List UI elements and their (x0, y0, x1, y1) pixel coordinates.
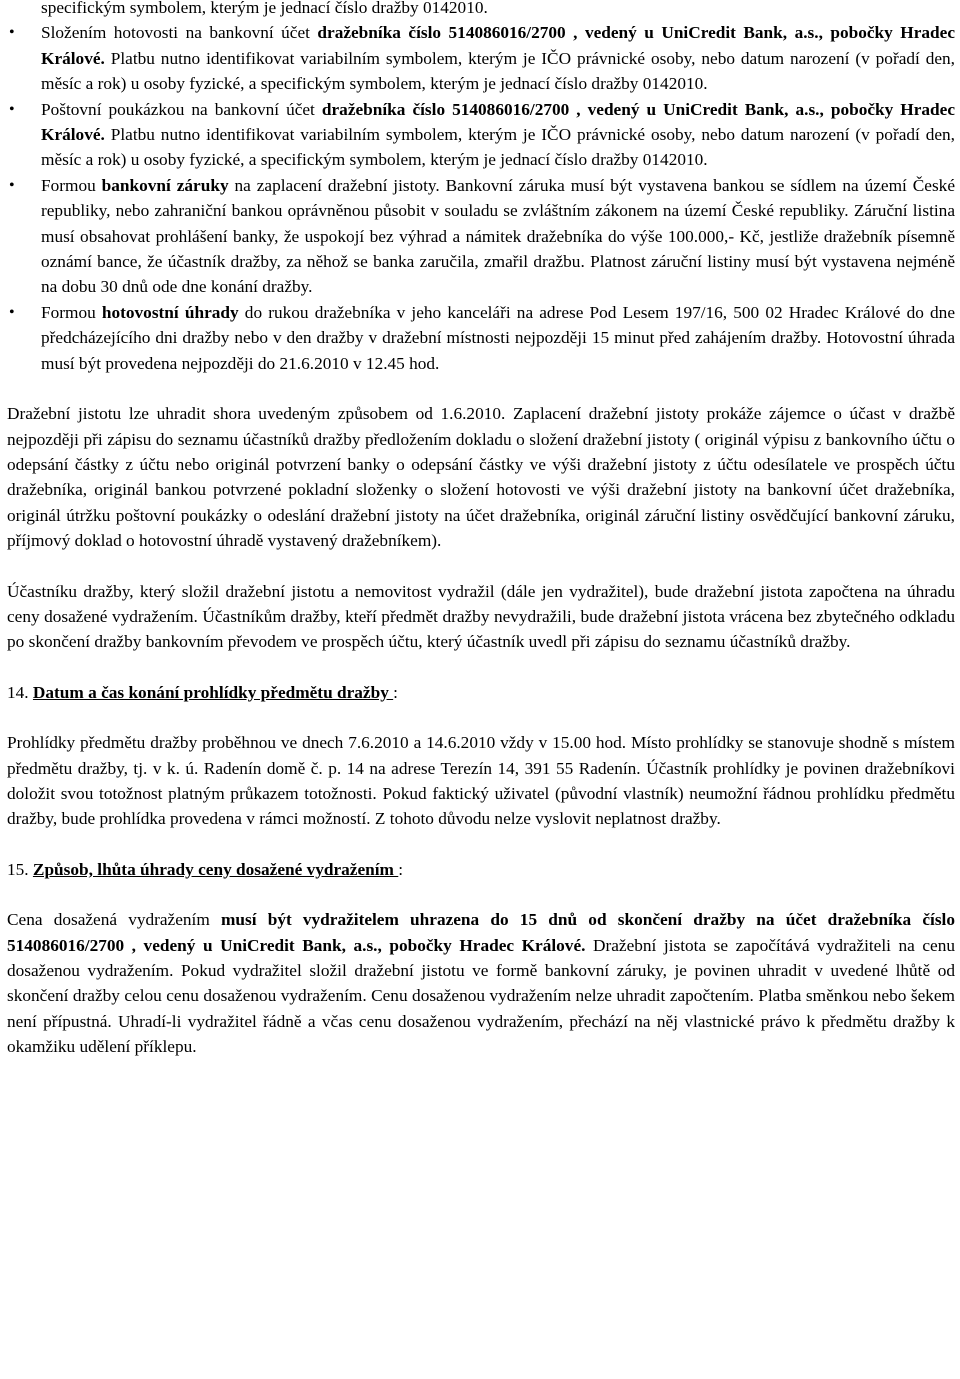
list-item-bold: dražebníka číslo 514086016/2700 , vedený u UniCredit Bank, a.s., pobočky Hradec Králové. (41, 99, 955, 145)
section-title: Způsob, lhůta úhrady ceny dosažené vydražením (32, 859, 399, 879)
list-item-bold: dražebníka číslo 514086016/2700 , vedený u UniCredit Bank, a.s., pobočky Hradec Králové. (41, 23, 955, 68)
list-item (7, 173, 955, 300)
section-number: 15. (7, 859, 33, 879)
payment-methods-list (7, 0, 955, 376)
section-15-rest: Dražební jistota se započítává vydražiteli na cenu dosaženou vydražením. Pokud vydražitel složil dražební jistotu ve formě bankovní záruky, je povinen uhradit v uvedené lhůtě od skončení dražby celou cenu dosaženou vydražením. Cenu dosaženou vydražením nelze uhradit započtením. Platba směnkou nebo šekem není přípustná. Uhradí-li vydražitel řádně a včas cenu dosaženou vydražením, přechází na něj vlastnické právo k předmětu dražby k okamžiku udělení příklepu. (7, 935, 955, 1057)
list-item-bold: bankovní záruky (101, 175, 229, 195)
list-item-lead: Poštovní poukázkou na bankovní účet (41, 99, 322, 119)
section-colon: : (398, 859, 404, 879)
section-number: 14. (7, 682, 33, 702)
bullet-icon: • (9, 176, 15, 194)
list-item-lead: Formou (41, 175, 102, 195)
bullet-icon: • (9, 303, 15, 321)
list-item (7, 97, 955, 173)
list-item-rest: Platbu nutno identifikovat variabilním symbolem, kterým je IČO právnické osoby, nebo datum narození (v pořadí den, měsíc a rok) u osoby fyzické, a specifickým symbolem, kterým je jednací číslo dražby 0142010. (41, 125, 955, 170)
section-title: Datum a čas konání prohlídky předmětu dražby (32, 682, 394, 702)
section-15-heading (7, 857, 955, 882)
section-15-body (7, 907, 955, 1059)
section-15-bold: musí být vydražitelem uhrazena do 15 dnů od skončení dražby na účet dražebníka číslo 514086016/2700 , vedený u UniCredit Bank, a.s., pobočky Hradec Králové. (7, 910, 956, 955)
list-item-lead: Formou (41, 302, 102, 322)
section-14-body: Prohlídky předmětu dražby proběhnou ve dnech 7.6.2010 a 14.6.2010 vždy v 15.00 hod. Místo prohlídky se stanovuje shodně s místem předmětu dražby, tj. v k. ú. Radenín domě č. p. 14 na adrese Terezín 14, 391 55 Radenín. Účastník prohlídky je povinen dražebníkovi doložit svou totožnost platným průkazem totožnosti. Pokud faktický uživatel (původní vlastník) neumožní řádnou prohlídku předmětu dražby, bude prohlídka provedena v rámci možností. Z tohoto důvodu nelze vyslovit neplatnost dražby. (7, 733, 955, 829)
section-colon: : (393, 682, 398, 702)
list-item-rest: na zaplacení dražební jistoty. Bankovní záruka musí být vystavena bankou se sídlem na území České republiky, nebo zahraniční bankou oprávněnou působit v souladu se zvláštním zákonem na území České republiky. Záruční listina musí obsahovat prohlášení banky, že uspokojí bez výhrad a námitek dražebníka do výše 100.000,- Kč, jestliže dražebník písemně oznámí bance, že účastník dražby, za něhož se banka zaručila, zmařil dražbu. Platnost záruční listiny musí být vystavena nejméně na dobu 30 dnů ode dne konání dražby. (41, 175, 955, 297)
paragraph-jistota: Dražební jistotu lze uhradit shora uvedeným způsobem od 1.6.2010. Zaplacení dražební jistoty prokáže zájemce o účast v dražbě nejpozději při zápisu do seznamu účastníků dražby předložením dokladu o složení dražební jistoty ( originál výpisu z bankovního účtu o odepsání částky z účtu nebo originál potvrzení banky o odepsání částky ve výši dražební jistoty z účtu odesílatele ve prospěch účtu dražebníka, originál bankou potvrzené pokladní složenky o složení hotovosti ve výši dražební jistoty na bankovní účet dražebníka, originál útržku poštovní poukázky o odeslání dražební jistoty na účet dražebníka, originál záruční listiny osvědčující bankovní záruku, příjmový doklad o hotovostní úhradě vystavený dražebníkem). (7, 404, 955, 551)
bullet-icon: • (9, 24, 15, 42)
list-item (7, 20, 955, 96)
list-item-rest: Platbu nutno identifikovat variabilním symbolem, kterým je IČO právnické osoby, nebo datum narození (v pořadí den, měsíc a rok) u osoby fyzické, a specifickým symbolem, kterým je jednací číslo dražby 0142010. (41, 48, 955, 94)
list-item (7, 0, 955, 20)
list-item-text: specifickým symbolem, kterým je jednací číslo dražby 0142010. (41, 0, 488, 17)
document-page (7, 0, 955, 1060)
section-14-heading (7, 680, 955, 705)
section-15-lead: Cena dosažená vydražením (7, 910, 221, 930)
paragraph-ucastnik: Účastníku dražby, který složil dražební jistotu a nemovitost vydražil (dále jen vydražitel), bude dražební jistota započtena na úhradu ceny dosažené vydražením. Účastníkům dražby, kteří předmět dražby nevydražili, bude dražební jistota vrácena bez zbytečného odkladu po skončení dražby bankovním převodem ve prospěch účtu, který účastník uvedl při zápisu do seznamu účastníků dražby. (7, 581, 955, 652)
bullet-icon: • (9, 100, 15, 118)
list-item-bold: hotovostní úhrady (101, 302, 239, 322)
list-item-rest: do rukou dražebníka v jeho kanceláři na adrese Pod Lesem 197/16, 500 02 Hradec Králové do dne předcházejícího dni dražby nebo v den dražby v dražební místnosti nejpozději 15 minut před zahájením dražby. Hotovostní úhrada musí být provedena nejpozději do 21.6.2010 v 12.45 hod. (41, 302, 955, 373)
list-item-lead: Složením hotovosti na bankovní účet (41, 23, 318, 43)
list-item (7, 300, 955, 376)
